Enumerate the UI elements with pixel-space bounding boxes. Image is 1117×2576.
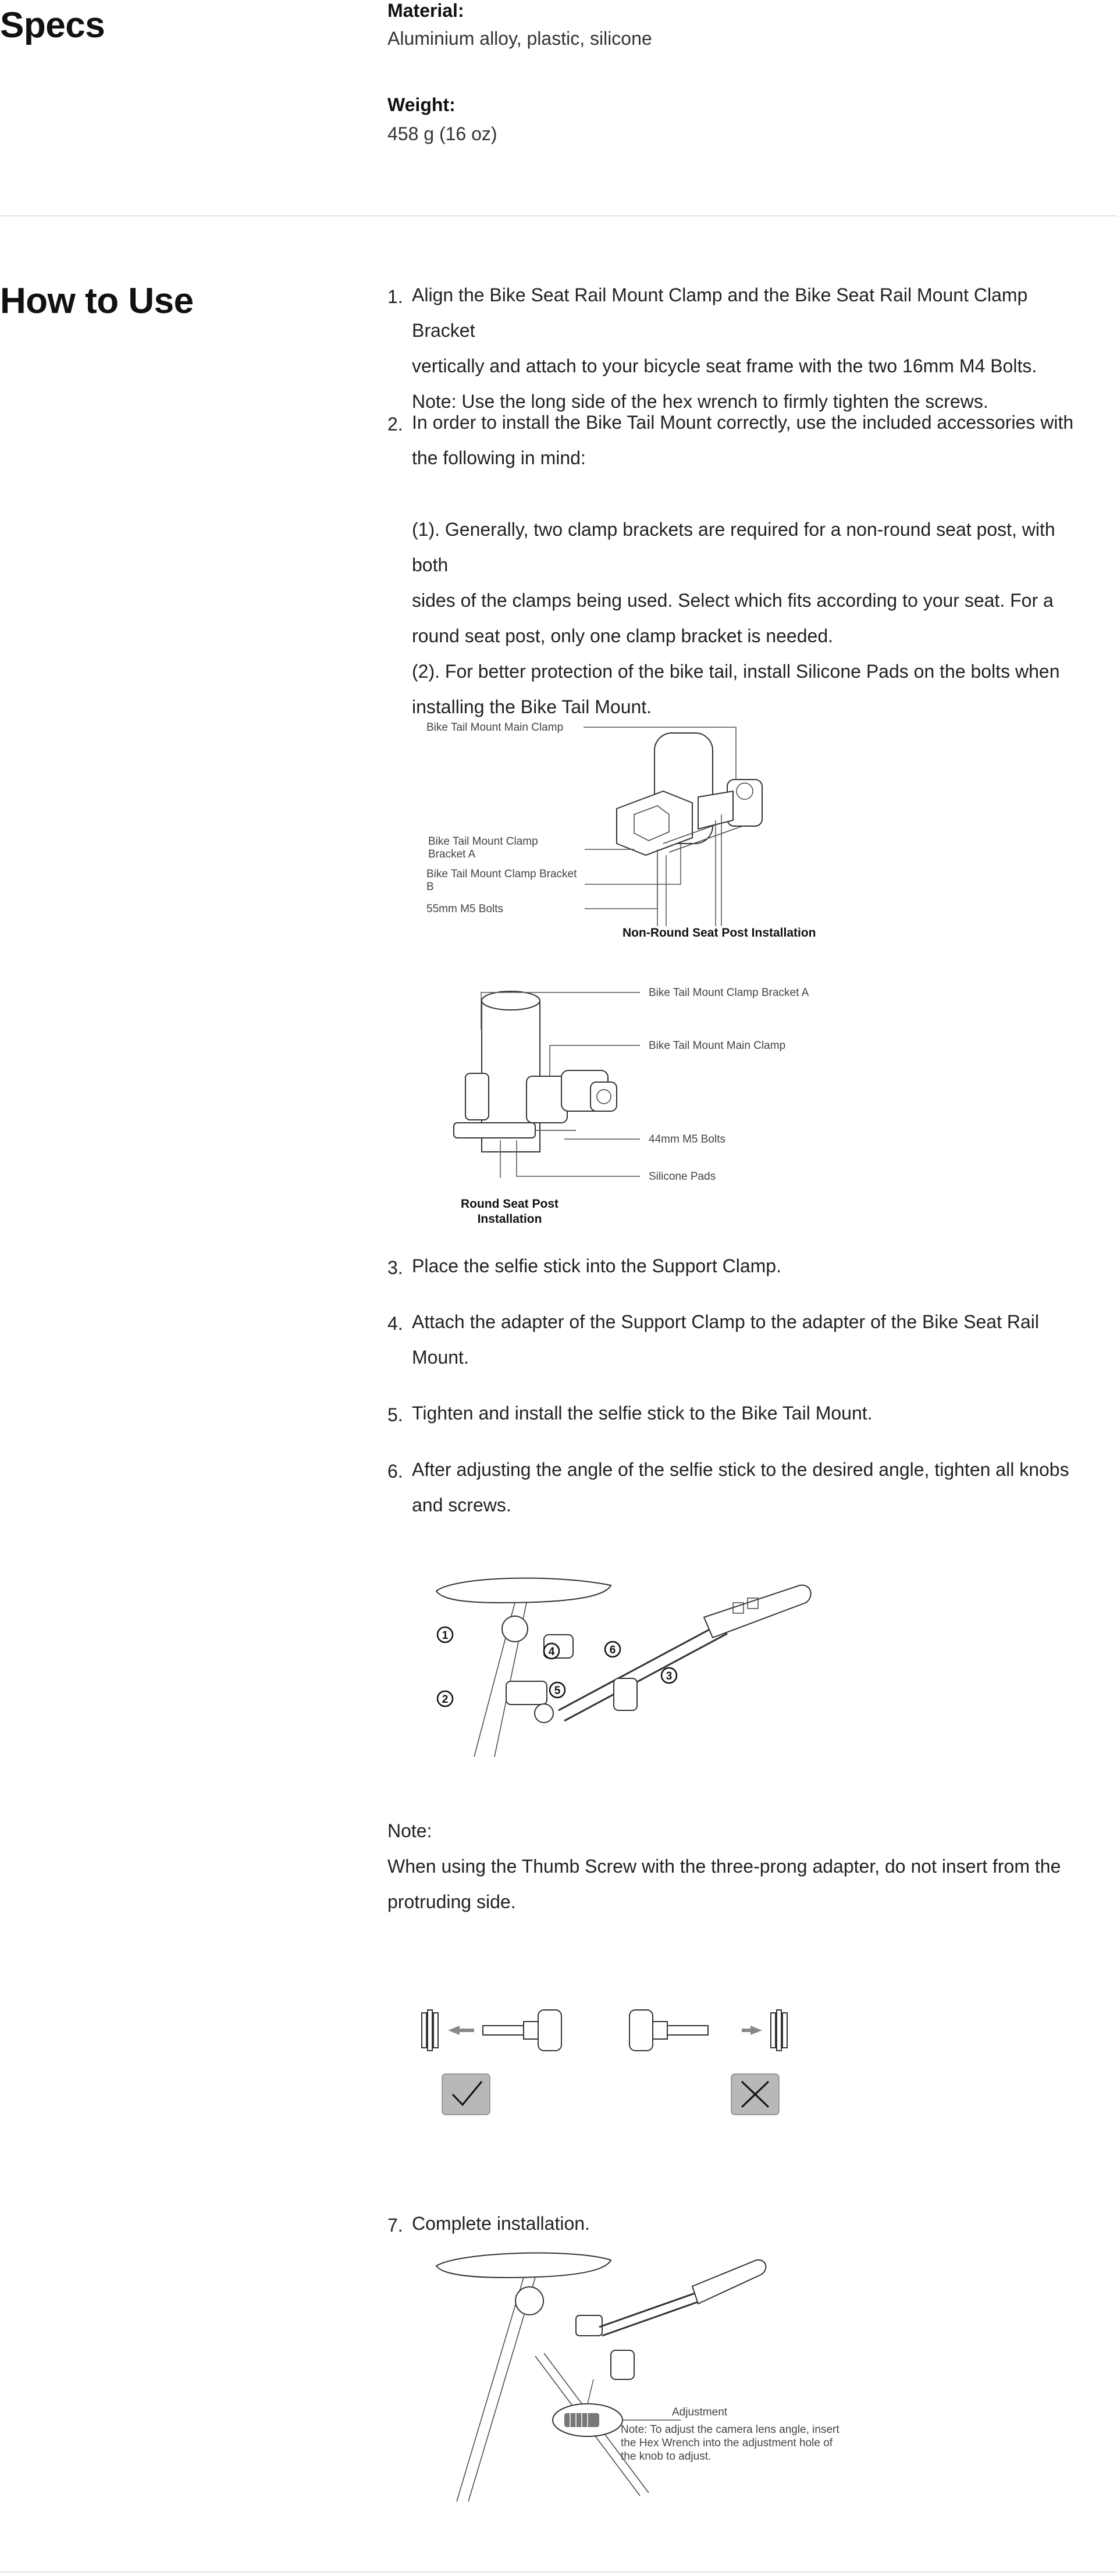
thumb-screw-figure <box>419 2001 814 2129</box>
step-line: Attach the adapter of the Support Clamp to the adapter of the Bike Seat Rail <box>412 1311 1039 1332</box>
step-line: the following in mind: <box>412 447 586 468</box>
step-number: 4. <box>387 1313 403 1334</box>
step-line: Align the Bike Seat Rail Mount Clamp and the Bike Seat Rail Mount Clamp Bracket <box>412 284 1028 341</box>
label-main-clamp: Bike Tail Mount Main Clamp <box>426 721 564 734</box>
label-bracket-b-line2: B <box>426 881 434 893</box>
weight-value: 458 g (16 oz) <box>387 123 497 144</box>
label-main-clamp: Bike Tail Mount Main Clamp <box>649 1040 786 1052</box>
complete-installation-figure <box>419 2246 861 2513</box>
note-line: sides of the clamps being used. Select which fits according to your seat. For a <box>412 590 1054 611</box>
step-number: 7. <box>387 2215 403 2236</box>
saddle-shape <box>436 2253 611 2278</box>
step-number: 2. <box>387 414 403 435</box>
step-line: After adjusting the angle of the selfie stick to the desired angle, tighten all knobs <box>412 1459 1069 1480</box>
note-line: (1). Generally, two clamp brackets are required for a non-round seat post, with both <box>412 519 1055 575</box>
note-line: When using the Thumb Screw with the three-prong adapter, do not insert from the <box>387 1856 1061 1877</box>
marker-5 <box>550 1682 565 1698</box>
marker-3 <box>661 1668 677 1683</box>
marker-6 <box>605 1642 620 1657</box>
correct-insertion-diagram <box>422 2010 561 2051</box>
label-bolts: 44mm M5 Bolts <box>649 1133 725 1145</box>
label-silicone-pads: Silicone Pads <box>649 1170 716 1183</box>
caption-round-line1: Round Seat Post <box>460 1197 559 1211</box>
label-bracket-a-line2: Bracket A <box>428 848 476 860</box>
label-bolts: 55mm M5 Bolts <box>426 903 503 915</box>
bolts-shape <box>454 1123 535 1138</box>
svg-text:2: 2 <box>442 1693 449 1706</box>
note-label: Note: <box>387 1820 432 1841</box>
step-line: and screws. <box>412 1495 511 1515</box>
note-line: installing the Bike Tail Mount. <box>412 696 652 717</box>
selfie-stick-grip-shape <box>692 2260 766 2304</box>
step-line: Mount. <box>412 1347 469 1368</box>
step-line: In order to install the Bike Tail Mount correctly, use the included accessories with <box>412 412 1074 433</box>
caption-non-round: Non-Round Seat Post Installation <box>622 926 816 940</box>
how-to-use-heading: How to Use <box>0 281 194 321</box>
step-line: Tighten and install the selfie stick to the Bike Tail Mount. <box>412 1403 873 1424</box>
note-block <box>387 1813 1086 1920</box>
adjustment-note-line2: the Hex Wrench into the adjustment hole of <box>621 2437 833 2449</box>
label-adjustment: Adjustment <box>672 2406 728 2418</box>
step-3-text <box>412 1248 1087 1284</box>
saddle-shape <box>436 1578 611 1603</box>
incorrect-insertion-diagram <box>629 2010 787 2051</box>
svg-text:1: 1 <box>442 1629 449 1642</box>
svg-text:3: 3 <box>666 1670 673 1682</box>
step-6-text <box>412 1452 1087 1523</box>
marker-4 <box>544 1643 559 1659</box>
selfie-stick-grip-shape <box>704 1585 811 1638</box>
step-7-text <box>412 2206 1087 2241</box>
step-number: 5. <box>387 1404 403 1425</box>
caption-round-line2: Installation <box>477 1212 542 1226</box>
weight-label: Weight: <box>387 94 456 115</box>
step-line: vertically and attach to your bicycle seat frame with the two 16mm M4 Bolts. <box>412 355 1037 376</box>
svg-text:4: 4 <box>548 1646 555 1658</box>
non-round-seat-post-figure <box>419 710 826 948</box>
step-line: Note: Use the long side of the hex wrench to firmly tighten the screws. <box>412 391 988 412</box>
svg-text:6: 6 <box>609 1644 616 1656</box>
step-number: 3. <box>387 1257 403 1278</box>
round-seat-post-figure <box>419 977 826 1233</box>
step-2-notes <box>412 512 1087 725</box>
label-bracket-a-line1: Bike Tail Mount Clamp <box>428 835 538 848</box>
material-value: Aluminium alloy, plastic, silicone <box>387 28 652 49</box>
step-number: 1. <box>387 286 403 307</box>
note-line: round seat post, only one clamp bracket is needed. <box>412 625 833 646</box>
marker-2 <box>437 1691 453 1706</box>
material-label: Material: <box>387 0 464 21</box>
section-divider <box>0 215 1117 216</box>
check-icon <box>442 2074 490 2115</box>
adjustment-note-line3: the knob to adjust. <box>621 2450 712 2463</box>
marker-1 <box>437 1627 453 1642</box>
cross-icon <box>731 2074 779 2115</box>
adjustment-note-line1: Note: To adjust the camera lens angle, insert <box>621 2424 839 2436</box>
specs-heading: Specs <box>0 5 105 45</box>
step-line: Complete installation. <box>412 2213 590 2234</box>
step-4-text <box>412 1304 1087 1375</box>
bottom-divider <box>0 2571 1117 2573</box>
step-2-text <box>412 405 1087 476</box>
assembly-figure <box>419 1571 826 1769</box>
note-line: protruding side. <box>387 1891 516 1912</box>
step-1-text <box>412 277 1087 419</box>
step-5-text <box>412 1396 1087 1431</box>
label-bracket-a: Bike Tail Mount Clamp Bracket A <box>649 987 809 999</box>
label-bracket-b-line1: Bike Tail Mount Clamp Bracket <box>426 868 577 880</box>
svg-text:5: 5 <box>554 1685 561 1697</box>
step-number: 6. <box>387 1461 403 1482</box>
step-line: Place the selfie stick into the Support Clamp. <box>412 1255 781 1276</box>
note-line: (2). For better protection of the bike tail, install Silicone Pads on the bolts when <box>412 661 1060 682</box>
